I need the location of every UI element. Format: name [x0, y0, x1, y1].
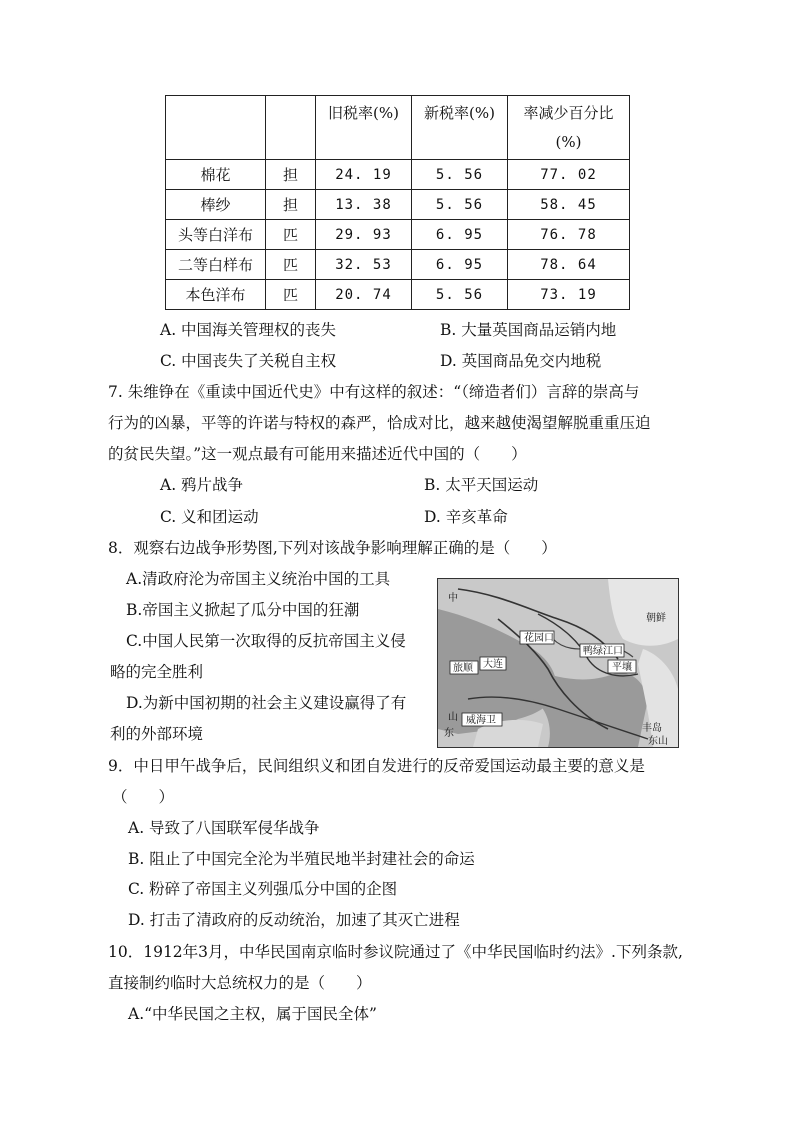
- map-label-huayuankou: 花园口: [524, 633, 554, 644]
- cell-old-rate: 24. 19: [316, 160, 412, 190]
- q6-option-a: A. 中国海关管理权的丧失: [160, 321, 337, 339]
- q8-option-d: D.为新中国初期的社会主义建设赢得了有: [126, 694, 407, 712]
- map-graphic: [438, 579, 678, 747]
- header-new-rate: 新税率(%): [412, 96, 508, 160]
- war-situation-map: [437, 578, 679, 748]
- cell-new-rate: 5. 56: [412, 280, 508, 310]
- q9-option-d: D. 打击了清政府的反动统治，加速了其灭亡进程: [128, 911, 460, 929]
- q8-option-c-cont: 略的完全胜利: [110, 663, 204, 681]
- cell-old-rate: 29. 93: [316, 220, 412, 250]
- cell-old-rate: 13. 38: [316, 190, 412, 220]
- table-row: [166, 160, 630, 190]
- cell-unit: 匹: [266, 220, 316, 250]
- q6-option-b: B. 大量英国商品运销内地: [440, 321, 617, 339]
- q9-answer-paren: （ ）: [112, 788, 175, 806]
- cell-reduction: 78. 64: [508, 250, 630, 280]
- q7-stem-line: 行为的凶暴，平等的许诺与特权的森严，恰成对比，越来越使渴望解脱重重压迫: [108, 414, 651, 432]
- map-label-yalujiang: 鸭绿江口: [583, 646, 623, 657]
- q6-option-d: D. 英国商品免交内地税: [440, 352, 602, 370]
- cell-new-rate: 6. 95: [412, 220, 508, 250]
- q7-option-b: B. 太平天国运动: [424, 476, 539, 494]
- map-label-korea: 朝鲜: [646, 613, 666, 624]
- cell-unit: 匹: [266, 250, 316, 280]
- q9-option-a: A. 导致了八国联军侵华战争: [128, 819, 320, 837]
- cell-old-rate: 20. 74: [316, 280, 412, 310]
- table-row: [166, 280, 630, 310]
- cell-item: 二等白样布: [166, 250, 266, 280]
- cell-reduction: 73. 19: [508, 280, 630, 310]
- cell-unit: 担: [266, 190, 316, 220]
- cell-unit: 匹: [266, 280, 316, 310]
- q8-stem: 8．观察右边战争形势图,下列对该战争影响理解正确的是（ ）: [108, 539, 557, 557]
- q7-option-a: A. 鸦片战争: [160, 476, 244, 494]
- map-label-dong: 东: [444, 728, 454, 739]
- q8-option-d-cont: 利的外部环境: [110, 725, 204, 743]
- q9-option-b: B. 阻止了中国完全沦为半殖民地半封建社会的命运: [128, 850, 475, 868]
- cell-reduction: 58. 45: [508, 190, 630, 220]
- q9-stem: 9．中日甲午战争后，民间组织义和团自发进行的反帝爱国运动最主要的意义是: [108, 757, 645, 775]
- map-label-fengdao: 丰岛: [642, 723, 662, 734]
- cell-new-rate: 5. 56: [412, 160, 508, 190]
- cell-old-rate: 32. 53: [316, 250, 412, 280]
- header-cell-blank: [266, 96, 316, 160]
- cell-reduction: 77. 02: [508, 160, 630, 190]
- q10-stem-line: 直接制约临时大总统权力的是（ ）: [108, 974, 372, 992]
- q10-stem-line: 10．1912年3月，中华民国南京临时参议院通过了《中华民国临时约法》.下列条款,: [108, 943, 683, 961]
- cell-reduction: 76. 78: [508, 220, 630, 250]
- table-row: [166, 220, 630, 250]
- cell-item: 棉花: [166, 160, 266, 190]
- map-label-weihaiwei: 威海卫: [466, 715, 496, 726]
- tax-rate-table: [165, 95, 630, 310]
- cell-item: 本色洋布: [166, 280, 266, 310]
- q6-option-c: C. 中国丧失了关税自主权: [160, 352, 337, 370]
- map-label-dalian: 大连: [483, 659, 503, 670]
- q8-option-a: A.清政府沦为帝国主义统治中国的工具: [126, 570, 391, 588]
- table-row: [166, 250, 630, 280]
- header-reduction: [508, 96, 630, 160]
- table-row: [166, 190, 630, 220]
- table-header-row: [166, 96, 630, 160]
- map-label-shan: 山: [448, 712, 458, 723]
- header-reduction-label: 率减少百分比: [523, 104, 614, 122]
- cell-unit: 担: [266, 160, 316, 190]
- q7-stem-line: 的贫民失望。”这一观点最有可能用来描述近代中国的（ ）: [108, 445, 527, 463]
- header-old-rate: 旧税率(%): [316, 96, 412, 160]
- header-reduction-unit: (%): [555, 133, 582, 151]
- map-label-china: 中: [448, 593, 458, 604]
- cell-item: 棒纱: [166, 190, 266, 220]
- cell-item: 头等白洋布: [166, 220, 266, 250]
- cell-new-rate: 5. 56: [412, 190, 508, 220]
- header-cell-blank: [166, 96, 266, 160]
- q7-option-c: C. 义和团运动: [160, 508, 259, 526]
- q7-stem-line: 7. 朱维铮在《重读中国近代史》中有这样的叙述：“（缔造者们）言辞的崇高与: [108, 383, 640, 401]
- q9-option-c: C. 粉碎了帝国主义列强瓜分中国的企图: [128, 880, 398, 898]
- q8-option-b: B.帝国主义掀起了瓜分中国的狂潮: [126, 601, 360, 619]
- q7-option-d: D. 辛亥革命: [424, 508, 508, 526]
- q10-option-a: A.“中华民国之主权，属于国民全体”: [128, 1005, 377, 1023]
- q8-option-c: C.中国人民第一次取得的反抗帝国主义侵: [126, 632, 406, 650]
- cell-new-rate: 6. 95: [412, 250, 508, 280]
- map-label-dongshan: 东山: [648, 736, 668, 747]
- map-label-lushun: 旅顺: [453, 663, 473, 674]
- map-label-pingrang: 平壤: [612, 662, 632, 673]
